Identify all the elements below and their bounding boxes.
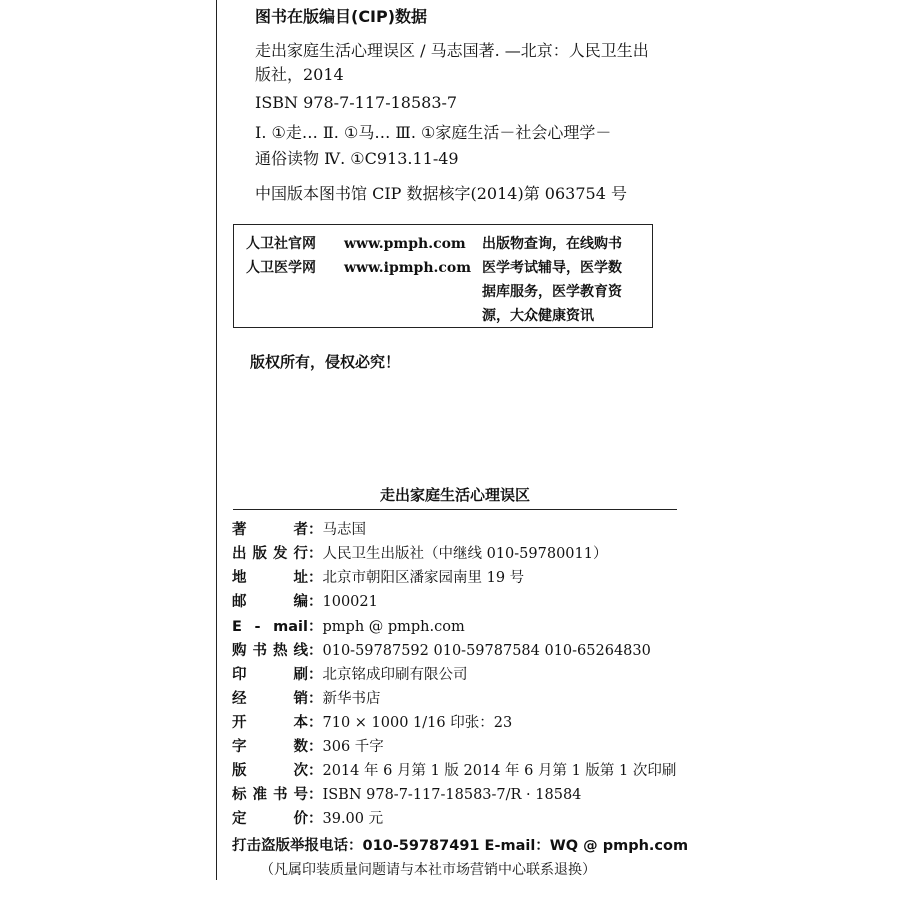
cip-line: 走出家庭生活心理误区 / 马志国著. —北京：人民卫生出 bbox=[255, 41, 649, 60]
colophon-label: 购书热线 bbox=[232, 643, 308, 659]
colophon-value: 北京市朝阳区潘家园南里 19 号 bbox=[322, 570, 525, 586]
colophon-value: 2014 年 6 月第 1 版 2014 年 6 月第 1 版第 1 次印刷 bbox=[322, 763, 677, 779]
colophon-row: 开本：710 × 1000 1/16 印张：23 bbox=[232, 715, 513, 731]
book-title: 走出家庭生活心理误区 bbox=[379, 486, 530, 504]
colophon-row: 字数：306 千字 bbox=[232, 739, 384, 755]
site-url[interactable]: www.pmph.com bbox=[344, 236, 466, 252]
colophon-row: 印刷：北京铭成印刷有限公司 bbox=[232, 667, 468, 683]
website-box bbox=[233, 224, 653, 328]
colophon-row: 地址：北京市朝阳区潘家园南里 19 号 bbox=[232, 570, 525, 586]
colophon-value: 人民卫生出版社（中继线 010-59780011） bbox=[322, 546, 608, 562]
colophon-label: E - mail bbox=[232, 619, 308, 635]
colophon-label: 出版发行 bbox=[232, 546, 308, 562]
colophon-row: 出版发行：人民卫生出版社（中继线 010-59780011） bbox=[232, 546, 608, 562]
colophon-row: 定价：39.00 元 bbox=[232, 811, 384, 827]
colophon-value: ISBN 978-7-117-18583-7/R · 18584 bbox=[322, 787, 582, 803]
title-rule bbox=[233, 509, 677, 510]
colophon-label: 开本 bbox=[232, 715, 308, 731]
colophon-row: 经销：新华书店 bbox=[232, 691, 381, 707]
colophon-value: pmph @ pmph.com bbox=[322, 619, 465, 635]
rights-notice: 版权所有，侵权必究！ bbox=[250, 353, 401, 371]
colophon-value: 新华书店 bbox=[322, 691, 381, 707]
colophon-row: 版次：2014 年 6 月第 1 版 2014 年 6 月第 1 版第 1 次印刷 bbox=[232, 763, 677, 779]
cip-classification: Ⅰ. ①走… Ⅱ. ①马… Ⅲ. ①家庭生活－社会心理学－ bbox=[255, 123, 612, 142]
cip-heading: 图书在版编目(CIP)数据 bbox=[255, 7, 428, 26]
service-line: 据库服务，医学教育资 bbox=[482, 284, 622, 300]
colophon-label: 标准书号 bbox=[232, 787, 308, 803]
colophon-value: 010-59787592 010-59787584 010-65264830 bbox=[322, 643, 651, 659]
cip-classification: 通俗读物 Ⅳ. ①C913.11-49 bbox=[255, 149, 459, 168]
cip-isbn: ISBN 978-7-117-18583-7 bbox=[255, 93, 458, 112]
return-note: （凡属印装质量问题请与本社市场营销中心联系退换） bbox=[260, 862, 596, 878]
page-margin-rule bbox=[216, 0, 217, 880]
anti-piracy-hotline: 打击盗版举报电话：010-59787491 E-mail：WQ @ pmph.com bbox=[232, 838, 689, 854]
colophon-value: 39.00 元 bbox=[322, 811, 384, 827]
colophon-label: 经销 bbox=[232, 691, 308, 707]
cip-record-number: 中国版本图书馆 CIP 数据核字(2014)第 063754 号 bbox=[255, 184, 627, 203]
colophon-value: 306 千字 bbox=[322, 739, 384, 755]
colophon-label: 邮编 bbox=[232, 594, 308, 610]
colophon-label: 地址 bbox=[232, 570, 308, 586]
site-name: 人卫医学网 bbox=[246, 260, 316, 276]
colophon-row: 邮编：100021 bbox=[232, 594, 378, 610]
colophon-value: 北京铭成印刷有限公司 bbox=[322, 667, 468, 683]
colophon-label: 印刷 bbox=[232, 667, 308, 683]
colophon-label: 著者 bbox=[232, 522, 308, 538]
colophon-row: 购书热线：010-59787592 010-59787584 010-65264830 bbox=[232, 643, 651, 659]
service-line: 源，大众健康资讯 bbox=[482, 308, 594, 324]
colophon-label: 定价 bbox=[232, 811, 308, 827]
site-url[interactable]: www.ipmph.com bbox=[344, 260, 472, 276]
colophon-value: 100021 bbox=[322, 594, 378, 610]
colophon-label: 版次 bbox=[232, 763, 308, 779]
site-name: 人卫社官网 bbox=[246, 236, 316, 252]
service-line: 出版物查询，在线购书 bbox=[482, 236, 622, 252]
colophon-value: 马志国 bbox=[322, 522, 366, 538]
colophon-label: 字数 bbox=[232, 739, 308, 755]
colophon-row: E - mail：pmph @ pmph.com bbox=[232, 619, 465, 635]
cip-line: 版社，2014 bbox=[255, 65, 344, 84]
colophon-row: 标准书号：ISBN 978-7-117-18583-7/R · 18584 bbox=[232, 787, 582, 803]
colophon-row: 著者：马志国 bbox=[232, 522, 366, 538]
service-line: 医学考试辅导，医学数 bbox=[482, 260, 622, 276]
colophon-value: 710 × 1000 1/16 印张：23 bbox=[322, 715, 513, 731]
